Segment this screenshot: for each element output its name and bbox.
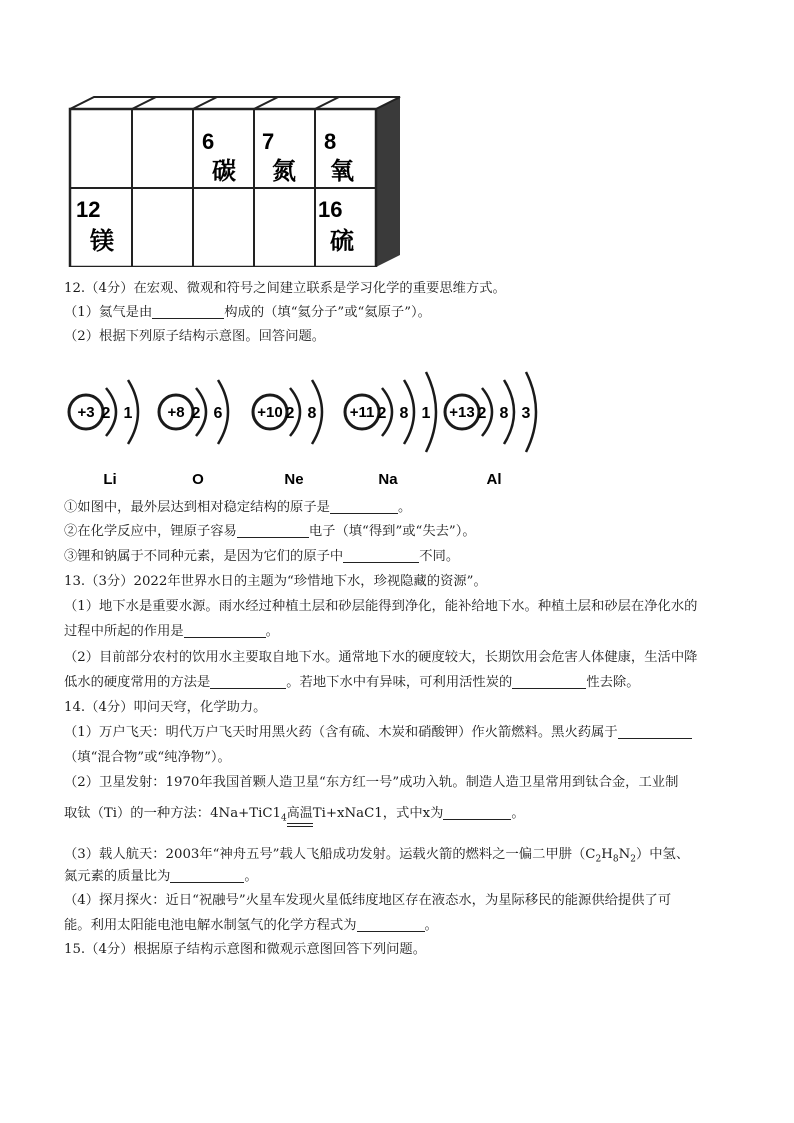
q13-stem: 13.（3分）2022年世界水日的主题为“珍惜地下水，珍视隐藏的资源”。 bbox=[64, 574, 487, 589]
box-top bbox=[70, 97, 400, 109]
q13-part2-line1: （2）目前部分农村的饮用水主要取自地下水。通常地下水的硬度较大，长期饮用会危害人体健康，生活中降 bbox=[64, 650, 698, 665]
q13-part1-line2: 过程中所起的作用是 。 bbox=[64, 624, 279, 639]
nucleus-charge: +10 bbox=[257, 404, 283, 421]
shell-electron-count: 2 bbox=[191, 405, 201, 422]
shell-electron-count: 2 bbox=[285, 405, 295, 422]
shell-electron-count: 6 bbox=[213, 405, 223, 422]
element-symbol: Li bbox=[103, 471, 117, 488]
cell-c-name: 碳 bbox=[212, 157, 236, 185]
shell-electron-count: 3 bbox=[521, 405, 531, 422]
q12-sub2: ②在化学反应中，锂原子容易 电子（填“得到”或“失去”）。 bbox=[64, 524, 476, 539]
answer-blank[interactable] bbox=[357, 917, 425, 932]
shell-electron-count: 8 bbox=[307, 405, 317, 422]
q14-part2-line1: （2）卫星发射：1970年我国首颗人造卫星“东方红一号”成功入轨。制造人造卫星常用到钛合金，工业制 bbox=[64, 775, 679, 790]
q14-part1-line1: （1）万户飞天：明代万户飞天时用黑火药（含有硫、木炭和硝酸钾）作火箭燃料。黑火药属于 bbox=[64, 724, 692, 742]
q12-stem: 12.（4分）在宏观、微观和符号之间建立联系是学习化学的重要思维方式。 bbox=[64, 281, 506, 296]
answer-blank[interactable] bbox=[512, 674, 586, 689]
shell-electron-count: 2 bbox=[477, 405, 487, 422]
cell-n-number: 7 bbox=[262, 129, 275, 154]
periodic-table-fragment bbox=[66, 95, 404, 267]
element-symbol: O bbox=[192, 471, 204, 488]
answer-blank[interactable] bbox=[443, 805, 511, 820]
periodic-table-svg bbox=[66, 95, 404, 267]
cell-mg-number: 12 bbox=[76, 197, 101, 222]
q14-part2-line2: 取钛（Ti）的一种方法：$4Na+TiC1_4$高温Ti+xNaC1，式中x为 。 bbox=[64, 806, 525, 824]
q12-part2: （2）根据下列原子结构示意图。回答问题。 bbox=[64, 329, 326, 344]
formula-udmh: $C_2H_8N_2$ bbox=[585, 847, 636, 865]
answer-blank[interactable] bbox=[210, 674, 286, 689]
atom-al bbox=[445, 372, 536, 488]
element-symbol: Na bbox=[378, 471, 398, 488]
answer-blank[interactable] bbox=[343, 548, 419, 563]
element-symbol: Ne bbox=[284, 471, 304, 488]
box-side bbox=[376, 97, 400, 267]
atomic-structure-diagrams bbox=[62, 354, 552, 490]
atom-ne bbox=[253, 380, 322, 488]
cell-o-name: 氧 bbox=[330, 157, 354, 185]
cell-s-number: 16 bbox=[318, 197, 343, 222]
shell-electron-count: 8 bbox=[499, 405, 509, 422]
shell-electron-count: 2 bbox=[101, 405, 111, 422]
q12-sub3: ③锂和钠属于不同种元素，是因为它们的原子中 不同。 bbox=[64, 549, 460, 564]
cell-c-number: 6 bbox=[202, 129, 215, 154]
element-symbol: Al bbox=[486, 471, 502, 488]
q14-part3-line2: 氮元素的质量比为 。 bbox=[64, 869, 258, 884]
shell-electron-count: 1 bbox=[421, 405, 431, 422]
atom-li bbox=[69, 380, 138, 488]
answer-blank[interactable] bbox=[152, 304, 224, 319]
q15-stem: 15.（4分）根据原子结构示意图和微观示意图回答下列问题。 bbox=[64, 942, 427, 957]
answer-blank[interactable] bbox=[170, 868, 244, 883]
q12-part1: （1）氦气是由 构成的（填“氦分子”或“氦原子”）。 bbox=[64, 305, 431, 320]
q14-stem: 14.（4分）叩问天穹，化学助力。 bbox=[64, 700, 267, 715]
answer-blank[interactable] bbox=[237, 523, 309, 538]
q13-part2-line2: 低水的硬度常用的方法是 。若地下水中有异味，可利用活性炭的 性去除。 bbox=[64, 675, 640, 690]
q12-sub1: ①如图中，最外层达到相对稳定结构的原子是 。 bbox=[64, 500, 412, 515]
nucleus-charge: +11 bbox=[349, 404, 375, 421]
nucleus-charge: +8 bbox=[167, 404, 185, 421]
q14-part4-line2: 能。利用太阳能电池电解水制氢气的化学方程式为 。 bbox=[64, 918, 438, 933]
shell-electron-count: 1 bbox=[123, 405, 133, 422]
reaction-condition: 高温 bbox=[286, 806, 313, 821]
shell-electron-count: 8 bbox=[399, 405, 409, 422]
q14-part1-line2: （填“混合物”或“纯净物”）。 bbox=[64, 750, 231, 765]
q14-part3-line1: （3）载人航天：2003年“神舟五号”载人飞船成功发射。运载火箭的燃料之一偏二甲肼$(C_2H_8N_2)$中氢、 bbox=[64, 847, 690, 865]
cell-mg-name: 镁 bbox=[90, 227, 114, 255]
nucleus-charge: +3 bbox=[77, 404, 95, 421]
atom-na bbox=[345, 372, 436, 488]
atom-o bbox=[159, 380, 228, 488]
cell-s-name: 硫 bbox=[330, 227, 354, 255]
q13-part1-line1: （1）地下水是重要水源。雨水经过种植土层和砂层能得到净化，能补给地下水。种植土层和砂层在净化水的 bbox=[64, 599, 698, 614]
answer-blank[interactable] bbox=[330, 499, 398, 514]
atoms-svg bbox=[62, 354, 552, 490]
answer-blank[interactable] bbox=[618, 724, 692, 739]
cell-n-name: 氮 bbox=[272, 157, 296, 185]
shell-electron-count: 2 bbox=[377, 405, 387, 422]
cell-o-number: 8 bbox=[324, 129, 337, 154]
answer-blank[interactable] bbox=[184, 623, 266, 638]
equation: $4Na+TiC1_4$高温Ti+xNaC1 bbox=[210, 806, 383, 824]
nucleus-charge: +13 bbox=[449, 404, 475, 421]
q14-part4-line1: （4）探月探火：近日“祝融号”火星车发现火星低纬度地区存在液态水，为星际移民的能源供给提供了可 bbox=[64, 893, 672, 908]
